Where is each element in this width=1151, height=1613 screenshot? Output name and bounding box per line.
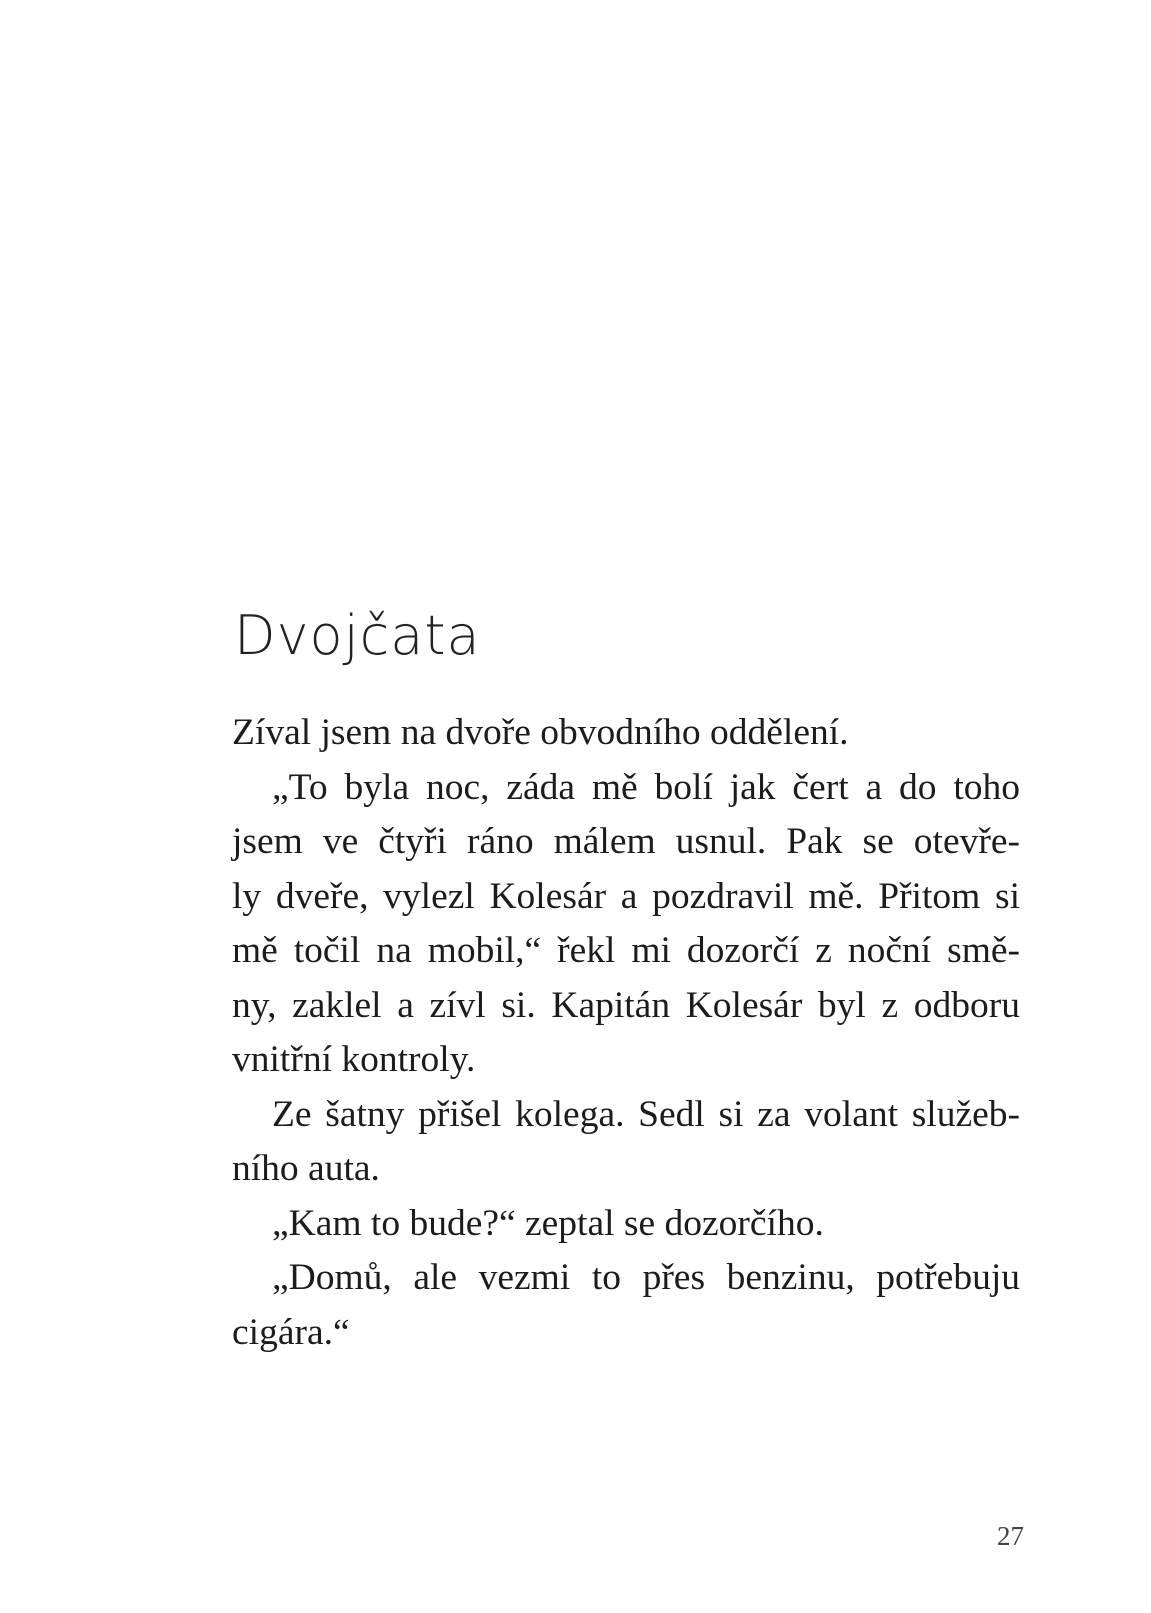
- text-line: „To byla noc, záda mě bolí jak čert a do toho: [272, 766, 1020, 808]
- chapter-body-text: [232, 706, 1020, 1360]
- text-line: jsem ve čtyři ráno málem usnul. Pak se otevře-: [232, 821, 1020, 862]
- text-line: ny, zaklel a zívl si. Kapitán Kolesár byl z odboru: [232, 984, 1020, 1026]
- text-line: ly dveře, vylezl Kolesár a pozdravil mě. Přitom si: [232, 875, 1020, 917]
- text-line: „Kam to bude?“ zeptal se dozorčího.: [272, 1202, 824, 1244]
- text-line: ního auta.: [232, 1148, 380, 1189]
- text-line: „Domů, ale vezmi to přes benzinu, potřebuju: [272, 1257, 1020, 1298]
- text-line: cigára.“: [232, 1311, 350, 1353]
- text-line: mě točil na mobil,“ řekl mi dozorčí z noční smě-: [232, 930, 1020, 971]
- text-line: vnitřní kontroly.: [232, 1039, 476, 1080]
- page-number: 27: [997, 1521, 1024, 1551]
- text-line: Zíval jsem na dvoře obvodního oddělení.: [232, 712, 849, 753]
- text-line: Ze šatny přišel kolega. Sedl si za volant služeb-: [272, 1093, 1020, 1135]
- chapter-title: Dvojčata: [234, 604, 481, 667]
